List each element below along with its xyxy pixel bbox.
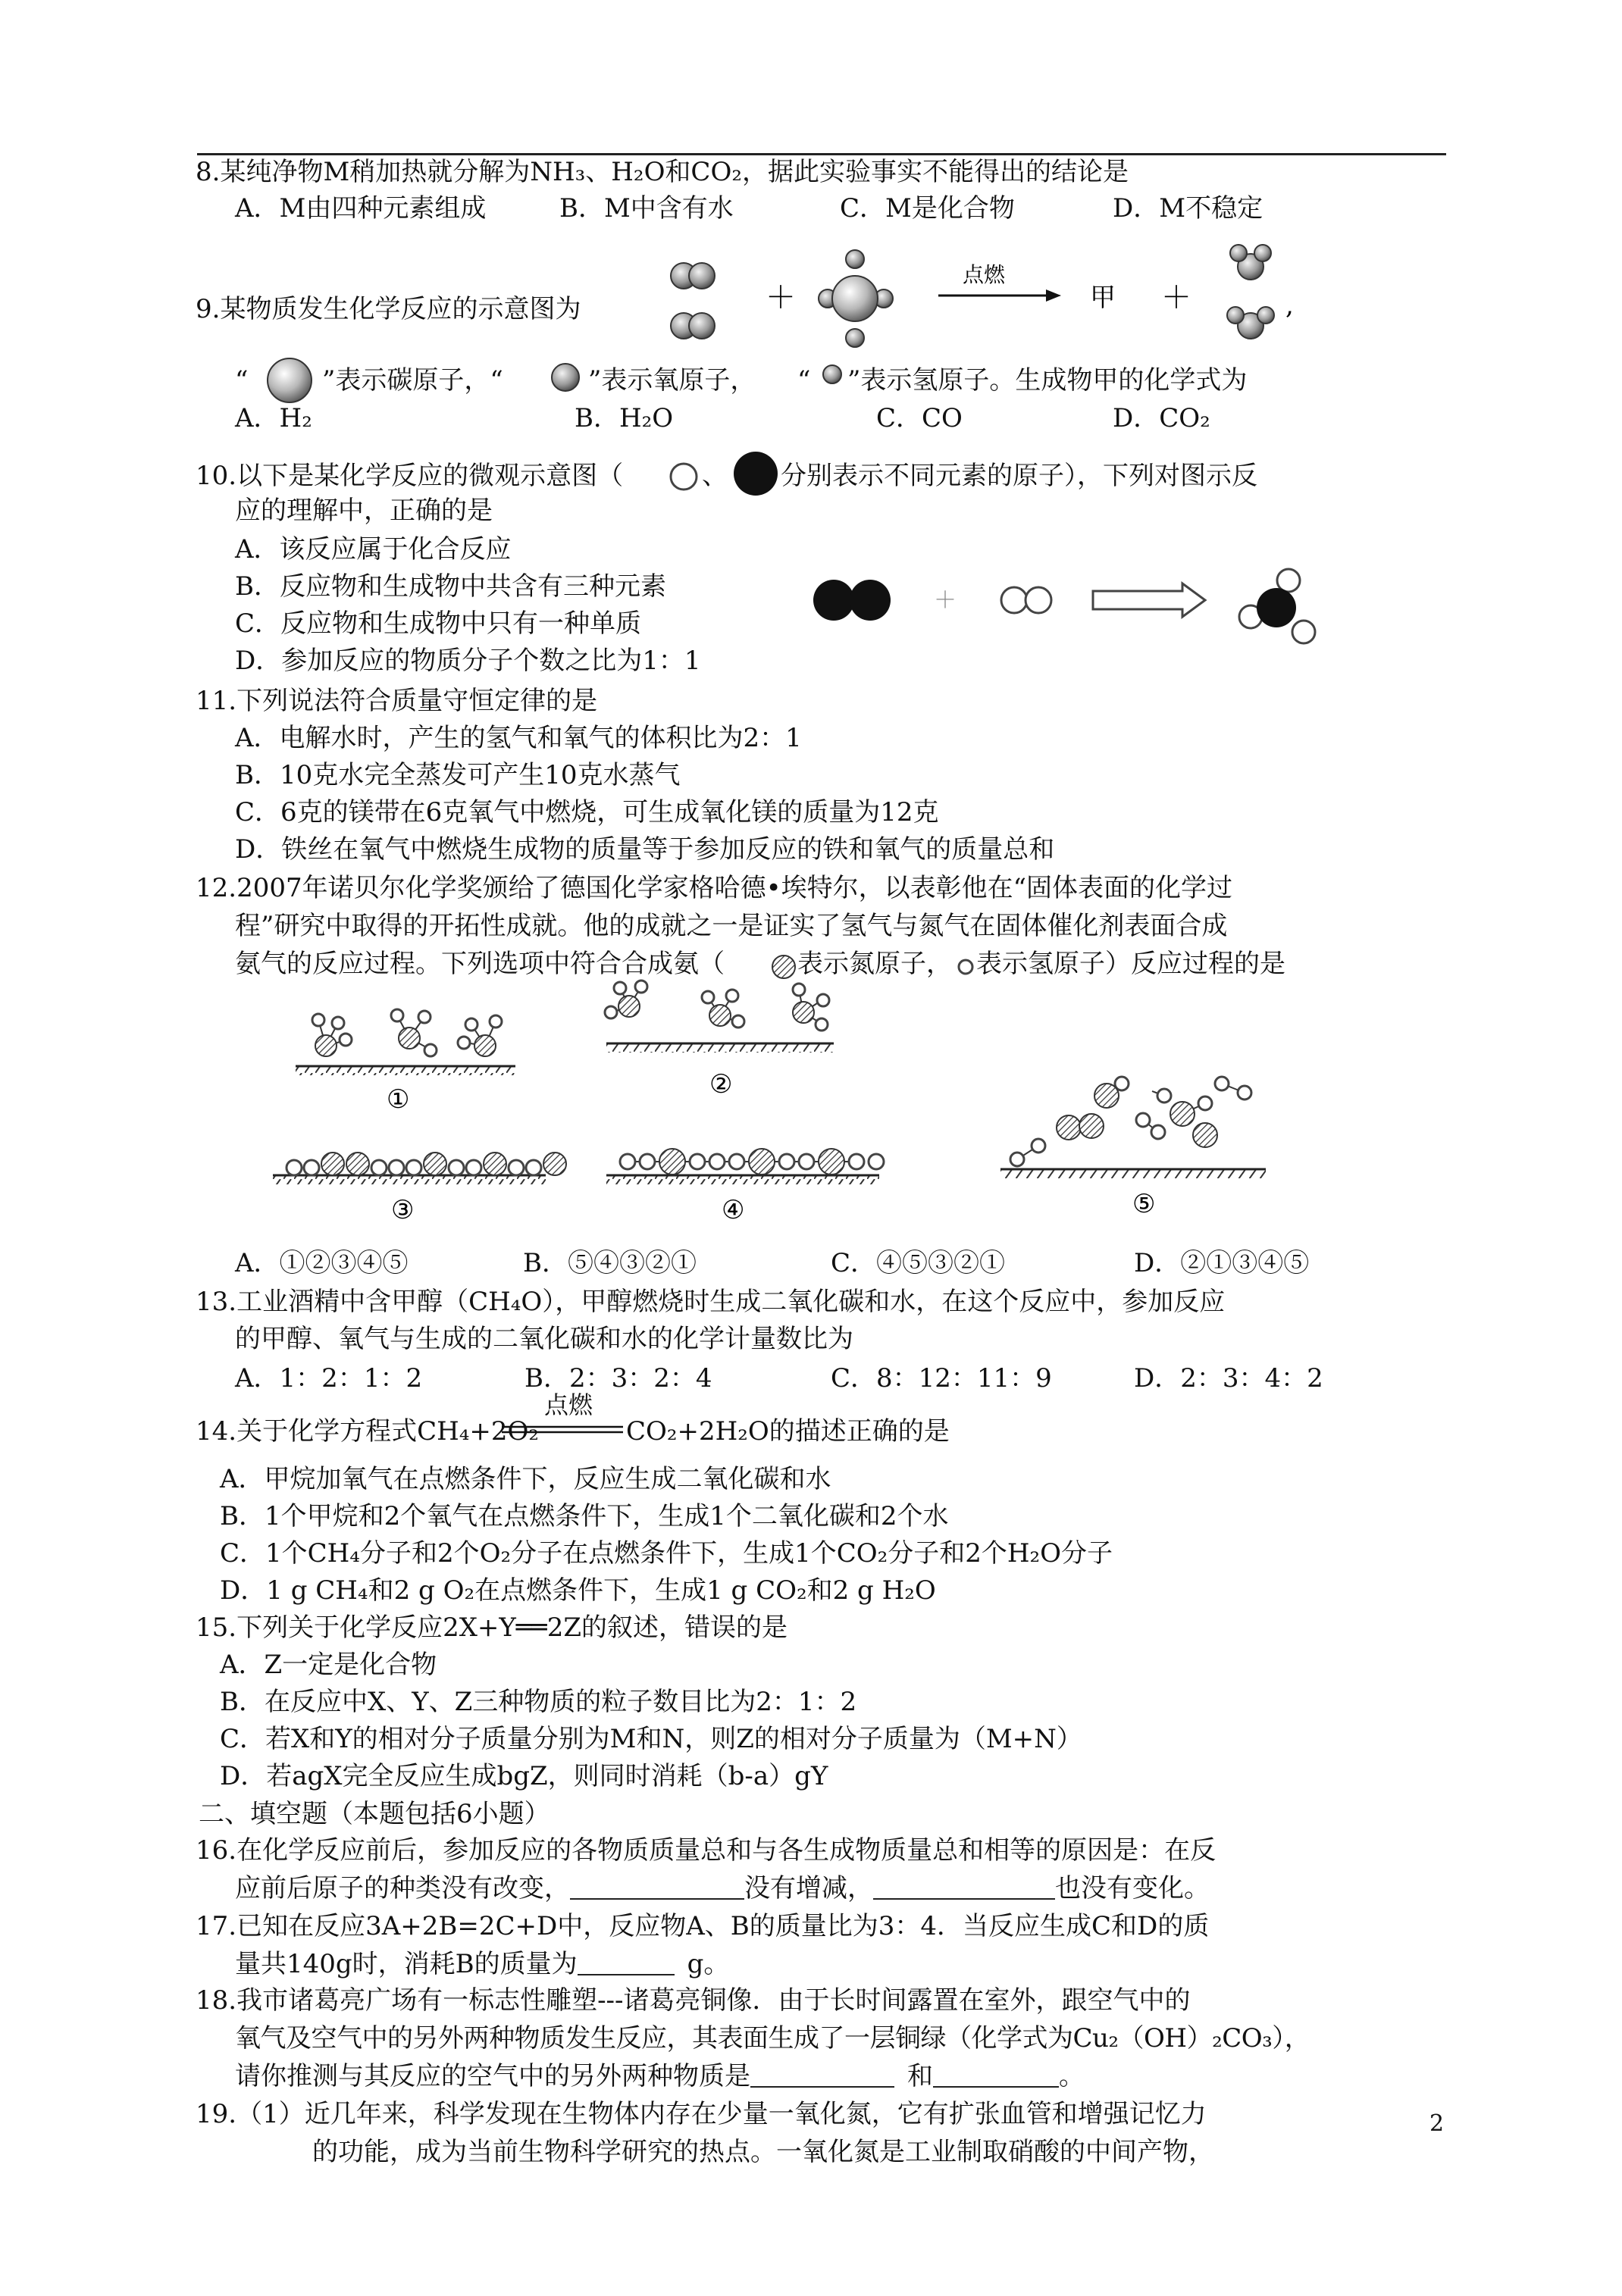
q15-option-c: C．若X和Y的相对分子质量分别为M和N，则Z的相对分子质量为（M+N） (220, 1724, 1082, 1754)
panel-label-4: ④ (722, 1195, 745, 1225)
q16-line2 (235, 1872, 1210, 1905)
q12-option-a: A．①②③④⑤ (235, 1248, 409, 1278)
q14-option-b: B．1个甲烷和2个氧气在点燃条件下，生成1个二氧化碳和2个水 (220, 1501, 949, 1531)
q9-quote-2: “ (797, 365, 811, 396)
q10-option-b: B．反应物和生成物中共含有三种元素 (235, 571, 666, 602)
q10-option-d: D．参加反应的物质分子个数之比为1：1 (235, 646, 701, 676)
q14-stem-a: 14.关于化学方程式CH₄+2O₂ (196, 1416, 539, 1447)
nitrogen-atom (659, 1149, 685, 1175)
plus-sign: ＋ (934, 587, 957, 614)
q9-option-a: A．H₂ (235, 403, 312, 433)
q10-option-c: C．反应物和生成物中只有一种单质 (235, 608, 642, 639)
q13-line1: 13.工业酒精中含甲醇（CH₄O），甲醇燃烧时生成二氧化碳和水，在这个反应中，参加反应 (196, 1287, 1226, 1317)
nitrogen-atom (321, 1153, 344, 1175)
q16-line2-c: 也没有变化。 (1055, 1873, 1210, 1903)
plus-sign-1: ＋ (766, 280, 796, 315)
q14-condition: 点燃 (544, 1390, 593, 1419)
q13-option-d: D．2：3：4：2 (1134, 1363, 1323, 1394)
hydrogen-atom (709, 1154, 725, 1169)
q18-line3-c: 。 (1059, 2061, 1085, 2091)
carbon-atom-icon (262, 353, 317, 408)
q8-option-d: D．M不稳定 (1113, 193, 1263, 224)
q11-option-c: C．6克的镁带在6克氧气中燃烧，可生成氧化镁的质量为12克 (235, 797, 939, 827)
q10-option-a: A．该反应属于化合反应 (235, 534, 512, 565)
q18-line2: 氧气及空气中的另外两种物质发生反应，其表面生成了一层铜绿（化学式为Cu₂（OH）₂CO₃）， (235, 2023, 1310, 2054)
water-molecule-1 (1230, 245, 1271, 280)
hydrogen-atom-icon (817, 359, 847, 389)
methane-molecule (819, 250, 893, 347)
q12-line3-a: 氨气的反应过程。下列选项中符合合成氨（ (235, 949, 725, 979)
nitrogen-atom (484, 1153, 506, 1175)
panel-5 (1000, 1077, 1266, 1219)
hydrogen-atom (304, 1160, 319, 1175)
panel-1 (296, 1009, 515, 1115)
hydrogen-atom (406, 1160, 421, 1175)
q15-option-b: B．在反应中X、Y、Z三种物质的粒子数目比为2：1：2 (220, 1687, 857, 1717)
hydrogen-atom (799, 1154, 814, 1169)
q17-blank[interactable] (578, 1951, 675, 1975)
panel-label-3: ③ (391, 1195, 415, 1225)
q15-option-d: D．若agX完全反应生成bgZ，则同时消耗（b-a）gY (220, 1761, 828, 1791)
q11-option-b: B．10克水完全蒸发可产生10克水蒸气 (235, 760, 681, 790)
panel-2 (605, 981, 834, 1100)
hydrogen-atom (869, 1154, 884, 1169)
hydrogen-atom (526, 1160, 541, 1175)
hydrogen-atom (371, 1160, 387, 1175)
q17-line1: 17.已知在反应3A+2B=2C+D中，反应物A、B的质量比为3：4．当反应生成C和D的质 (196, 1911, 1210, 1941)
q8-option-b: B．M中含有水 (559, 193, 734, 224)
q18-line3 (235, 2060, 1085, 2093)
plus-sign-2: ＋ (1161, 280, 1191, 315)
q10-stem-b: 、 (702, 461, 728, 491)
q10-stem-c: 分别表示不同元素的原子），下列对图示反 (781, 461, 1257, 491)
nitrogen-atom (346, 1153, 369, 1175)
q13-option-a: A．1：2：1：2 (235, 1363, 423, 1394)
hydrogen-atom (466, 1160, 481, 1175)
panel-label-2: ② (709, 1069, 733, 1100)
q9-stem: 9.某物质发生化学反应的示意图为 (196, 294, 581, 324)
q9-legend-oxygen: ”表示氧原子， (588, 365, 756, 396)
q12-option-d: D．②①③④⑤ (1134, 1248, 1310, 1278)
hydrogen-atom (640, 1154, 655, 1169)
q18-line3-a: 请你推测与其反应的空气中的另外两种物质是 (235, 2061, 750, 2091)
nitrogen-atom (424, 1153, 446, 1175)
hydrogen-atom (729, 1154, 744, 1169)
q10-reaction-diagram (811, 561, 1357, 652)
q12-option-b: B．⑤④③②① (523, 1248, 697, 1278)
q8-option-a: A．M由四种元素组成 (235, 193, 487, 224)
svg-text:,: , (1285, 290, 1294, 321)
q16-blank-2[interactable] (873, 1875, 1055, 1900)
q17-line2 (235, 1947, 729, 1981)
q18-line1: 18.我市诸葛亮广场有一标志性雕塑---诸葛亮铜像．由于长时间露置在室外，跟空气中的 (196, 1985, 1191, 2016)
q11-option-a: A．电解水时，产生的氢气和氧气的体积比为2：1 (235, 723, 802, 753)
q11-option-d: D．铁丝在氧气中燃烧生成物的质量等于参加反应的铁和氧气的质量总和 (235, 834, 1055, 865)
hydrogen-atom (509, 1160, 524, 1175)
q15-stem: 15.下列关于化学反应2X+Y══2Z的叙述，错误的是 (196, 1613, 788, 1643)
q14-stem-b: CO₂+2H₂O的描述正确的是 (626, 1416, 950, 1447)
q9-quote-1: “ (235, 365, 249, 396)
oxygen-molecule-1 (671, 263, 715, 289)
hydrogen-atom (849, 1154, 864, 1169)
q9-legend-carbon: ”表示碳原子，“ (322, 365, 503, 396)
q9-reaction-diagram (652, 250, 1334, 349)
water-molecule-2 (1227, 307, 1274, 339)
q12-process-diagrams (273, 978, 1425, 1228)
nitrogen-atom (819, 1149, 844, 1175)
q12-line2: 程”研究中取得的开拓性成就。他的成就之一是证实了氢气与氮气在固体催化剂表面合成 (235, 911, 1228, 941)
q10-stem-a: 10.以下是某化学反应的微观示意图（ (196, 461, 624, 491)
section-heading: 二、填空题（本题包括6小题） (199, 1799, 550, 1829)
q18-blank-1[interactable] (750, 2063, 894, 2088)
hydrogen-atom (389, 1160, 404, 1175)
q12-line3-c: 表示氢原子）反应过程的是 (976, 949, 1285, 979)
hydrogen-atom (620, 1154, 635, 1169)
q14-option-a: A．甲烷加氧气在点燃条件下，反应生成二氧化碳和水 (220, 1464, 831, 1494)
black-atom-icon (731, 449, 781, 499)
q16-line2-b: 没有增减， (744, 1873, 873, 1903)
q18-line3-b: 和 (907, 2061, 933, 2091)
hydrogen-atom-icon (955, 956, 976, 978)
q16-blank-1[interactable] (570, 1875, 744, 1900)
panel-3 (273, 1153, 566, 1225)
q14-option-d: D．1 g CH₄和2 g O₂在点燃条件下，生成1 g CO₂和2 g H₂O (220, 1575, 936, 1606)
equals-arrow (502, 1425, 623, 1435)
q13-line2: 的甲醇、氧气与生成的二氧化碳和水的化学计量数比为 (235, 1324, 853, 1354)
arrow-label: 点燃 (963, 262, 1006, 287)
q19-line2: 的功能，成为当前生物科学研究的热点。一氧化氮是工业制取硝酸的中间产物， (312, 2137, 1214, 2167)
q19-line1: 19.（1）近几年来，科学发现在生物体内存在少量一氧化氮，它有扩张血管和增强记忆力 (196, 2099, 1207, 2129)
q15-option-a: A．Z一定是化合物 (220, 1650, 437, 1680)
q9-option-d: D．CO₂ (1113, 403, 1210, 433)
page-number: 2 (1429, 2110, 1445, 2137)
panel-label-1: ① (387, 1084, 410, 1115)
nitrogen-atom (543, 1153, 566, 1175)
q9-option-c: C．CO (876, 403, 963, 433)
q10-stem-line2: 应的理解中，正确的是 (235, 496, 493, 526)
hydrogen-atom (779, 1154, 794, 1169)
hydrogen-atom (449, 1160, 464, 1175)
product-jia: 甲 (1090, 283, 1116, 313)
q12-option-c: C．④⑤③②① (831, 1248, 1006, 1278)
q14-option-c: C．1个CH₄分子和2个O₂分子在点燃条件下，生成1个CO₂分子和2个H₂O分子 (220, 1538, 1113, 1569)
hydrogen-atom (287, 1160, 302, 1175)
q16-line1: 16.在化学反应前后，参加反应的各物质质量总和与各生成物质量总和相等的原因是：在反 (196, 1835, 1216, 1866)
hydrogen-atom (690, 1154, 705, 1169)
q12-line1: 12.2007年诺贝尔化学奖颁给了德国化学家格哈德•埃特尔，以表彰他在“固体表面的化学过 (196, 873, 1233, 903)
q9-option-b: B．H₂O (575, 403, 674, 433)
q12-line3-b: 表示氮原子， (797, 949, 952, 979)
q17-line2-a: 量共140g时，消耗B的质量为 (235, 1949, 578, 1979)
white-atom-icon (664, 459, 706, 494)
oxygen-molecule-2 (671, 313, 715, 339)
q8-stem: 8.某纯净物M稍加热就分解为NH₃、H₂O和CO₂，据此实验事实不能得出的结论是 (196, 157, 1129, 187)
q11-stem: 11.下列说法符合质量守恒定律的是 (196, 686, 598, 716)
q13-option-b: B．2：3：2：4 (524, 1363, 712, 1394)
panel-label-5: ⑤ (1132, 1189, 1156, 1219)
oxygen-atom-icon (546, 358, 585, 397)
q9-legend-hydrogen: ”表示氢原子。生成物甲的化学式为 (847, 365, 1248, 396)
q17-line2-b: g。 (687, 1949, 730, 1979)
q16-line2-a: 应前后原子的种类没有改变， (235, 1873, 570, 1903)
q13-option-c: C．8：12：11：9 (831, 1363, 1052, 1394)
q8-option-c: C．M是化合物 (840, 193, 1015, 224)
panel-4 (606, 1149, 884, 1225)
q18-blank-2[interactable] (933, 2063, 1059, 2088)
nitrogen-atom (749, 1149, 775, 1175)
